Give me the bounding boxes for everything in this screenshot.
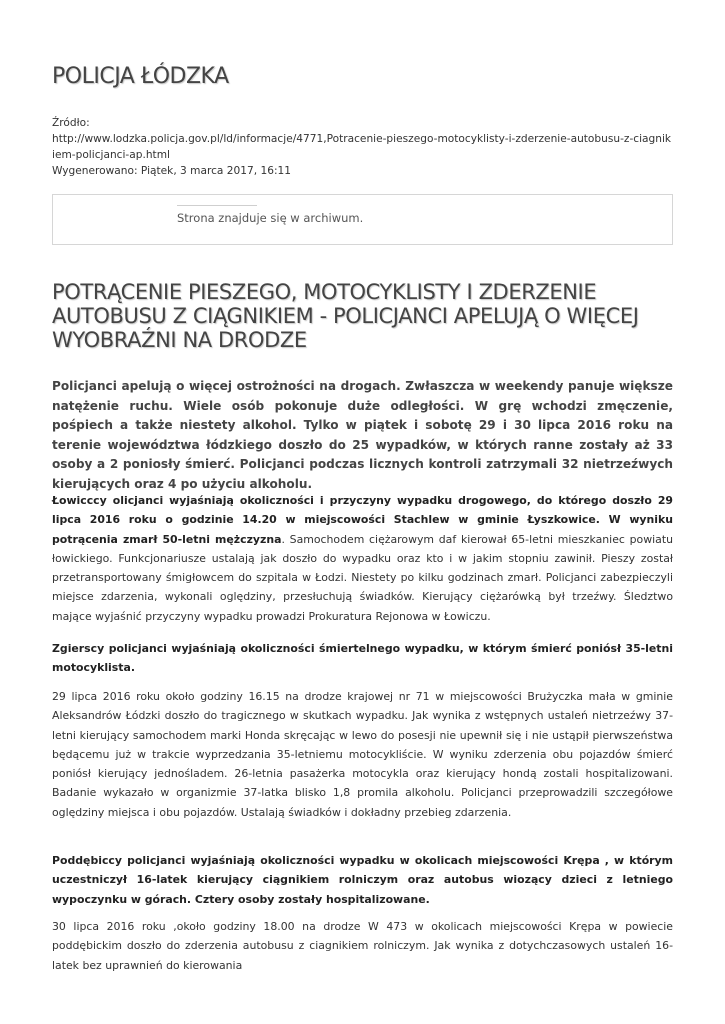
generated-date: Wygenerowano: Piątek, 3 marca 2017, 16:11	[52, 165, 292, 177]
paragraph-text: . Samochodem ciężarowym daf kierował 65-letni mieszkaniec powiatu łowickiego. Funkcjonariusze ustalają jak doszło do wypadku oraz kto i w jakim stopniu zawinił. Pieszy został przetransportowany śmigłowcem do szpitala w Łodzi. Niestety po kilku godzinach zmarł. Policjanci zabezpieczyli miejsce zdarzenia, wykonali oględziny, przesłuchują świadków. Kierujący ciężarówką był trzeźwy. Śledztwo mające wyjaśnić przyczyny wypadku prowadzi Prokuratura Rejonowa w Łowiczu.	[52, 532, 673, 623]
source-info	[52, 115, 673, 179]
article-subheading: Poddębiccy policjanci wyjaśniają okoliczności wypadku w okolicach miejscowości Krępa , w którym uczestniczył 16-latek kierujący ciągnikiem rolniczym oraz autobus wiozący dzieci z letniego wypoczynku w górach. Cztery osoby zostały hospitalizowane.	[52, 854, 673, 906]
paragraph-bold-intro: Łowicccy olicjanci wyjaśniają okoliczności i przyczyny wypadku drogowego, do którego doszło 29 lipca 2016 roku o godzinie 14.20 w miejscowości Stachlew w gminie Łyszkowice. W wyniku potrącenia zmarł 50-letni mężczyzna	[52, 494, 673, 546]
site-title: POLICJA ŁÓDZKA	[52, 64, 229, 89]
archive-notice-box	[52, 194, 673, 245]
article-paragraph: 30 lipca 2016 roku ,około godziny 18.00 na drodze W 473 w okolicach miejscowości Krępa w powiecie poddębickim doszło do zderzenia autobusu z ciagnikiem rolniczym. Jak wynika z dotychczasowych ustaleń 16-latek bez uprawnień do kierowania	[52, 920, 673, 972]
source-label: Źródło:	[52, 117, 90, 129]
article-subheading: Zgierscy policjanci wyjaśniają okoliczności śmiertelnego wypadku, w którym śmierć poniósł 35-letni motocyklista.	[52, 642, 673, 675]
archive-notice-text: Strona znajduje się w archiwum.	[177, 211, 364, 225]
article-paragraph: 29 lipca 2016 roku około godziny 16.15 na drodze krajowej nr 71 w miejscowości Brużyczka mała w gminie Aleksandrów Łódzki doszło do tragicznego w skutkach wypadku. Jak wynika z wstępnych ustaleń nietrzeźwy 37-letni kierujący samochodem marki Honda skręcając w lewo do posesji nie upewnił się i nie ustąpił pierwszeństwa będącemu już w trakcie wyprzedzania 35-letniemu motocykliście. W wyniku zderzenia obu pojazdów śmierć poniósł kierujący jednośladem. 26-letnia pasażerka motocykla oraz kierujący hondą zostali hospitalizowani. Badanie wykazało w organizmie 37-latka blisko 1,8 promila alkoholu. Policjanci przeprowadzili szczegółowe oględziny miejsca i obu pojazdów. Ustalają świadków i dokładny przebieg zdarzenia.	[52, 690, 673, 819]
article-lead: Policjanci apelują o więcej ostrożności na drogach. Zwłaszcza w weekendy panuje większe natężenie ruchu. Wiele osób pokonuje duże odległości. W grę wchodzi zmęczenie, pośpiech a także niestety alkohol. Tylko w piątek i sobotę 29 i 30 lipca 2016 roku na terenie województwa łódzkiego doszło do 25 wypadków, w których ranne zostały aż 33 osoby a 2 poniosły śmierć. Policjanci podczas licznych kontroli zatrzymali 32 nietrzeźwych kierujących oraz 4 po użyciu alkoholu.	[52, 379, 673, 491]
article-title: POTRĄCENIE PIESZEGO, MOTOCYKLISTY I ZDERZENIE AUTOBUSU Z CIĄGNIKIEM - POLICJANCI APELUJĄ O WIĘCEJ WYOBRAŹNI NA DRODZE	[52, 280, 639, 352]
article-paragraph	[52, 491, 673, 626]
source-url: http://www.lodzka.policja.gov.pl/ld/informacje/4771,Potracenie-pieszego-motocyklisty-i-zderzenie-autobusu-z-ciagnikiem-policjanci-ap.html	[52, 133, 672, 161]
archive-divider	[177, 205, 257, 206]
